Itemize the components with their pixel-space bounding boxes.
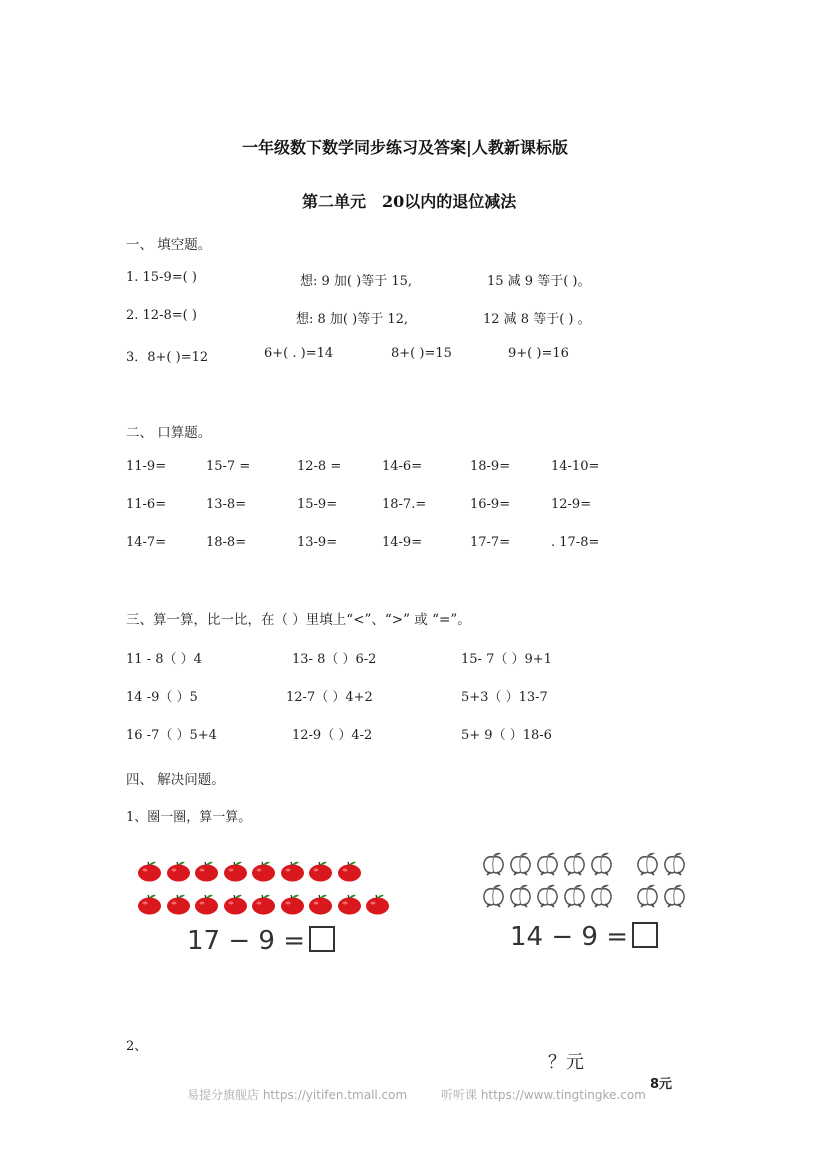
apple-icon — [223, 860, 248, 882]
peach-icon — [481, 852, 506, 876]
page-subtitle: 第二单元 20以内的退位减法 — [302, 192, 517, 211]
fill-q3-b: 6+( . )=14 — [264, 346, 334, 361]
equation-apples — [187, 926, 335, 956]
peach-icon — [535, 852, 560, 876]
apple-icon — [251, 860, 276, 882]
peach-icon — [589, 884, 614, 908]
apple-icon — [280, 893, 305, 915]
mental-math-item: 13-8= — [206, 497, 247, 512]
mental-math-item: 15-9= — [297, 497, 338, 512]
mental-math-item: 12-8 = — [297, 459, 342, 474]
mental-math-item: 18-8= — [206, 535, 247, 550]
mental-math-item: . 17-8= — [551, 535, 600, 550]
apple-icon — [251, 893, 276, 915]
peach-icon — [662, 852, 687, 876]
section-1-heading: 一、 填空题。 — [126, 237, 212, 253]
mental-math-item: 18-7.= — [382, 497, 427, 512]
apple-icon — [223, 893, 248, 915]
peach-icon — [635, 852, 660, 876]
compare-item: 12-7（ ）4+2 — [286, 690, 373, 705]
apple-icon — [337, 893, 362, 915]
peach-icon — [481, 884, 506, 908]
peach-icon — [535, 884, 560, 908]
fill-q2-b: 想: 8 加( )等于 12, — [296, 312, 408, 327]
problem-1-label: 1、圈一圈，算一算。 — [126, 810, 252, 825]
mental-math-item: 11-9= — [126, 459, 167, 474]
apple-icon — [166, 893, 191, 915]
equation-peaches — [510, 922, 658, 952]
mental-math-item: 14-10= — [551, 459, 600, 474]
fill-q3-c: 8+( )=15 — [391, 346, 452, 361]
answer-box-apples — [309, 926, 335, 952]
page-title: 一年级数下数学同步练习及答案|人教新课标版 — [242, 138, 568, 157]
section-4-heading: 四、 解决问题。 — [126, 772, 225, 788]
apple-icon — [194, 893, 219, 915]
fill-q3-a: 3．8+( )=12 — [126, 350, 209, 365]
compare-item: 5+ 9（ ）18-6 — [461, 728, 552, 743]
apple-icon — [308, 860, 333, 882]
compare-item: 12-9（ ）4-2 — [292, 728, 373, 743]
fill-q3-d: 9+( )=16 — [508, 346, 569, 361]
price-unknown: ？元 — [548, 1052, 584, 1073]
fill-q2-a: 2. 12-8=( ) — [126, 308, 197, 323]
apple-icon — [166, 860, 191, 882]
fill-q1-a: 1. 15-9=( ) — [126, 270, 197, 285]
apple-icon — [194, 860, 219, 882]
mental-math-item: 14-6= — [382, 459, 423, 474]
mental-math-item: 11-6= — [126, 497, 167, 512]
fill-q1-c: 15 减 9 等于( )。 — [487, 274, 591, 289]
equation-apples-text: 17 − 9 = — [187, 926, 305, 956]
apple-icon — [337, 860, 362, 882]
answer-box-peaches — [632, 922, 658, 948]
apple-icon — [137, 860, 162, 882]
peach-icon — [662, 884, 687, 908]
peach-icon — [562, 884, 587, 908]
mental-math-item: 12-9= — [551, 497, 592, 512]
mental-math-item: 18-9= — [470, 459, 511, 474]
compare-item: 16 -7（ ）5+4 — [126, 728, 217, 743]
apple-icon — [280, 860, 305, 882]
mental-math-item: 14-9= — [382, 535, 423, 550]
fill-q2-c: 12 减 8 等于( ) 。 — [483, 312, 591, 327]
fill-q1-b: 想: 9 加( )等于 15, — [300, 274, 412, 289]
peach-icon — [562, 852, 587, 876]
compare-item: 5+3（ ）13-7 — [461, 690, 548, 705]
compare-item: 13- 8（ ）6-2 — [292, 652, 377, 667]
mental-math-item: 13-9= — [297, 535, 338, 550]
section-2-heading: 二、 口算题。 — [126, 425, 212, 441]
peach-icon — [635, 884, 660, 908]
apple-icon — [137, 893, 162, 915]
compare-item: 11 - 8（ ）4 — [126, 652, 202, 667]
mental-math-item: 16-9= — [470, 497, 511, 512]
apple-icon — [308, 893, 333, 915]
problem-2-label: 2、 — [126, 1039, 148, 1054]
compare-item: 15- 7（ ）9+1 — [461, 652, 552, 667]
peach-icon — [508, 884, 533, 908]
price-known: 8元 — [650, 1077, 673, 1092]
compare-item: 14 -9（ ）5 — [126, 690, 198, 705]
peach-icon — [589, 852, 614, 876]
apple-icon — [365, 893, 390, 915]
equation-peaches-text: 14 − 9 = — [510, 922, 628, 952]
footer-right-link[interactable]: 听听课 https://www.tingtingke.com — [441, 1088, 646, 1102]
section-3-heading: 三、算一算，比一比，在（ ）里填上“<”、“>” 或 “=”。 — [126, 612, 471, 628]
mental-math-item: 15-7 = — [206, 459, 251, 474]
mental-math-item: 17-7= — [470, 535, 511, 550]
peach-icon — [508, 852, 533, 876]
mental-math-item: 14-7= — [126, 535, 167, 550]
footer-left-link[interactable]: 易提分旗舰店 https://yitifen.tmall.com — [187, 1088, 408, 1102]
